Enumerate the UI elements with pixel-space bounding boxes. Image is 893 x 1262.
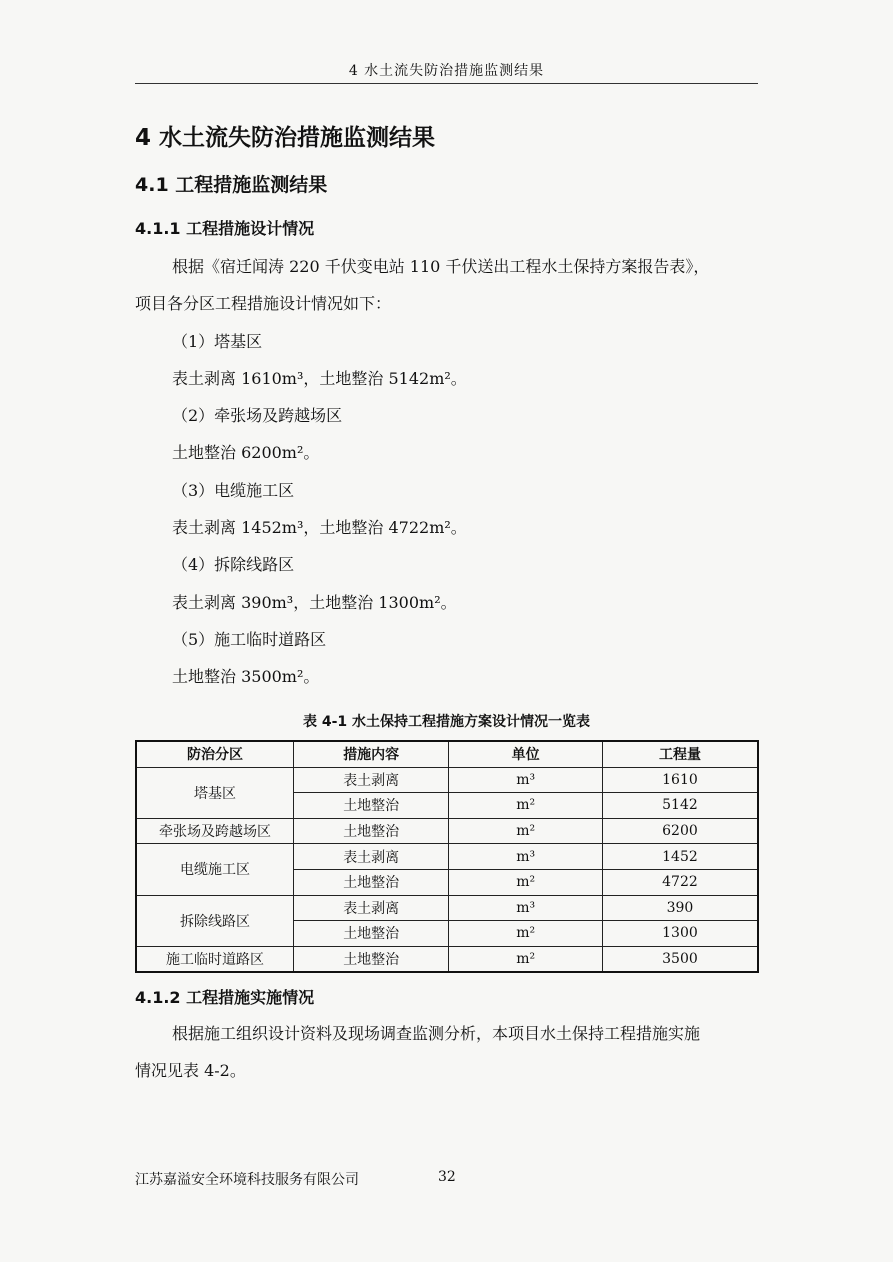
quantity-cell: 6200 <box>602 818 758 844</box>
item-detail: 表土剥离 1452m³，土地整治 4722m²。 <box>172 518 467 537</box>
table-header-row <box>136 741 758 767</box>
item-label: （2）牵张场及跨越场区 <box>172 406 343 425</box>
item-label: （4）拆除线路区 <box>172 555 295 574</box>
section-title: 4.1 工程措施监测结果 <box>135 174 328 196</box>
unit-cell: m³ <box>449 844 603 870</box>
quantity-cell: 390 <box>602 895 758 921</box>
unit-cell: m³ <box>449 895 603 921</box>
table-row <box>136 844 758 870</box>
table-row <box>136 895 758 921</box>
unit-cell: m² <box>449 946 603 972</box>
table-caption: 表 4-1 水土保持工程措施方案设计情况一览表 <box>302 714 591 730</box>
running-header: 4 水土流失防治措施监测结果 <box>348 63 545 79</box>
footer-organization: 江苏嘉溢安全环境科技服务有限公司 <box>135 1172 359 1188</box>
page-number: 32 <box>438 1169 456 1185</box>
table-row <box>136 946 758 972</box>
quantity-cell: 3500 <box>602 946 758 972</box>
quantity-cell: 5142 <box>602 793 758 819</box>
measure-cell: 表土剥离 <box>293 844 448 870</box>
subsection-title: 4.1.2 工程措施实施情况 <box>135 988 315 1007</box>
implementation-line-2: 情况见表 4-2。 <box>135 1061 246 1080</box>
intro-line-2: 项目各分区工程措施设计情况如下： <box>135 294 392 313</box>
quantity-cell: 1452 <box>602 844 758 870</box>
chapter-title: 4 水土流失防治措施监测结果 <box>135 125 436 151</box>
item-detail: 表土剥离 1610m³，土地整治 5142m²。 <box>172 369 467 388</box>
zone-cell: 施工临时道路区 <box>136 946 293 972</box>
measure-cell: 表土剥离 <box>293 895 448 921</box>
measure-cell: 土地整治 <box>293 946 448 972</box>
column-header: 防治分区 <box>136 741 293 767</box>
intro-line-1: 根据《宿迁闻涛 220 千伏变电站 110 千伏送出工程水土保持方案报告表》， <box>172 257 710 276</box>
column-header: 措施内容 <box>293 741 448 767</box>
measure-cell: 土地整治 <box>293 869 448 895</box>
quantity-cell: 1300 <box>602 921 758 947</box>
item-label: （5）施工临时道路区 <box>172 630 327 649</box>
unit-cell: m³ <box>449 767 603 793</box>
item-detail: 土地整治 6200m²。 <box>172 443 320 462</box>
zone-cell: 牵张场及跨越场区 <box>136 818 293 844</box>
item-label: （1）塔基区 <box>172 332 263 351</box>
zone-cell: 电缆施工区 <box>136 844 293 895</box>
measure-cell: 表土剥离 <box>293 767 448 793</box>
subsection-title: 4.1.1 工程措施设计情况 <box>135 219 315 238</box>
design-measures-table <box>135 740 759 973</box>
column-header: 工程量 <box>602 741 758 767</box>
zone-cell: 拆除线路区 <box>136 895 293 946</box>
quantity-cell: 4722 <box>602 869 758 895</box>
table-row <box>136 767 758 793</box>
item-detail: 表土剥离 390m³，土地整治 1300m²。 <box>172 593 457 612</box>
header-rule <box>135 83 758 84</box>
item-detail: 土地整治 3500m²。 <box>172 667 320 686</box>
item-label: （3）电缆施工区 <box>172 481 295 500</box>
table-row <box>136 818 758 844</box>
measure-cell: 土地整治 <box>293 818 448 844</box>
unit-cell: m² <box>449 921 603 947</box>
unit-cell: m² <box>449 793 603 819</box>
unit-cell: m² <box>449 818 603 844</box>
zone-cell: 塔基区 <box>136 767 293 818</box>
unit-cell: m² <box>449 869 603 895</box>
measure-cell: 土地整治 <box>293 921 448 947</box>
implementation-line-1: 根据施工组织设计资料及现场调查监测分析，本项目水土保持工程措施实施 <box>172 1024 701 1043</box>
quantity-cell: 1610 <box>602 767 758 793</box>
measure-cell: 土地整治 <box>293 793 448 819</box>
column-header: 单位 <box>449 741 603 767</box>
